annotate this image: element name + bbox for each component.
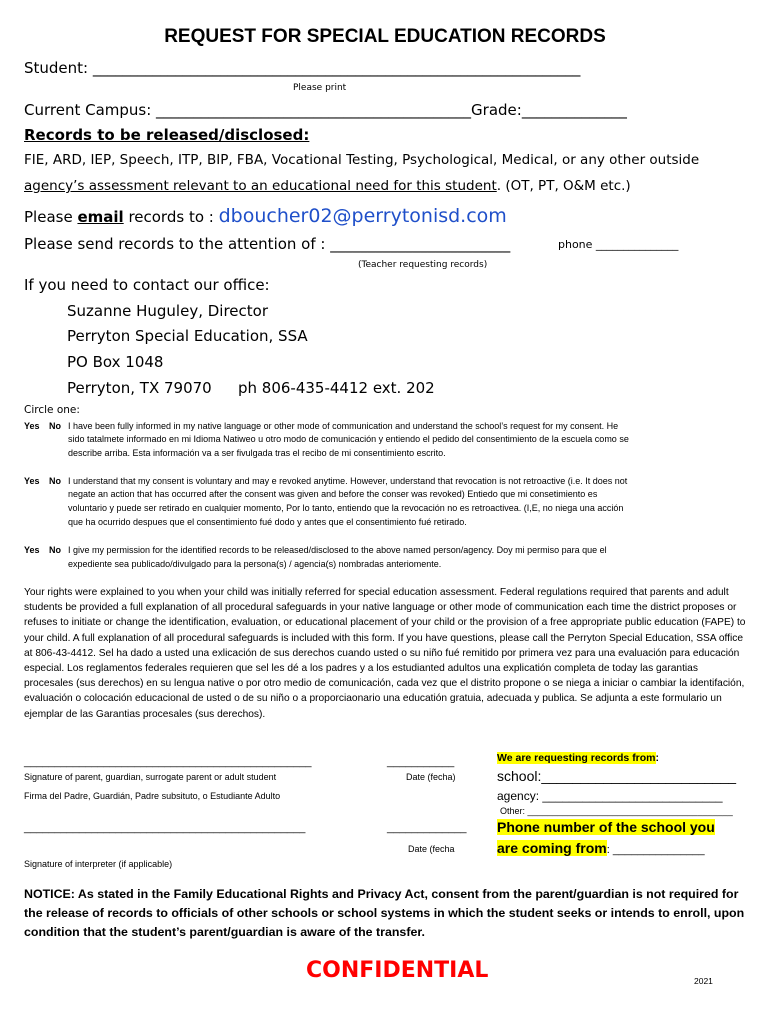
- teacher-note: (Teacher requesting records): [358, 260, 488, 270]
- consent-1-line-3: describe arriba. Esta información va a ser fivulgada tras el recibo de mi consentimiento escrito.: [68, 448, 446, 458]
- date-label-1: Date (fecha): [406, 772, 456, 782]
- consent-2-no[interactable]: No: [49, 476, 61, 486]
- consent-3-yes[interactable]: Yes: [24, 545, 40, 555]
- consent-1-yes[interactable]: Yes: [24, 421, 40, 431]
- email-mid: records to :: [123, 208, 219, 226]
- parent-date-line[interactable]: ___________: [387, 756, 455, 768]
- confidential-stamp: CONFIDENTIAL: [306, 958, 489, 983]
- consent-2-yes[interactable]: Yes: [24, 476, 40, 486]
- interpreter-signature-label: Signature of interpreter (if applicable): [24, 859, 173, 869]
- phone-school-field[interactable]: [497, 840, 705, 856]
- consent-3-no[interactable]: No: [49, 545, 61, 555]
- please-print-note: Please print: [293, 83, 347, 93]
- consent-1-line-1: I have been fully informed in my native language or other mode of communication and understand the school’s request for my consent. He: [68, 421, 619, 431]
- phone-school-highlight-2: are coming from: [497, 840, 607, 856]
- consent-1-line-2: sido tatalmete informado en mi Idioma Natiweo u otro modo de comunicación y entiendo el pedido del consentimiento de la escuela como se: [68, 434, 629, 444]
- rights-paragraph: Your rights were explained to you when your child was initially referred for special education assessment. Federal regulations required that parents and adult students be provided a full explanation of all procedural safeguards in your native language or other mode of communication each time the district proposes or refuses to initiate or change the identification, evaluation, or educational placement of your child or the provision of a free appropriate public education (FAPE) to your child. A full explanation of all procedural safeguards is included with this form. If you have questions, please call the Perryton Special Education, SSA office at 806-43-4412. Sel ha dado a usted una exlicación de sus derechos cuando usted o su niño fué remitido por primera vez para una evaluación para educación especial. Los reglamentos federales requieren que sel les dé a los padres y a los estudianted adultos una explicatión completa de today las garantias procesales (sus derechos) en su lengua native o por otro medio de comunicación, cada vez que el distrito propone o se niega a iniciar o cambiar la identifación, evaluación o colocación educacional de usted o de su niño o a proporciaonario una educatión gratuia, adecuada y publica. Se adjunta a este formulario un ejemplar de las Garantias procesales (sus derechos).: [24, 587, 746, 720]
- phone-field[interactable]: phone _______________: [558, 238, 679, 251]
- attention-field[interactable]: Please send records to the attention of : ________________________: [24, 235, 511, 253]
- records-relevance-text: agency’s assessment relevant to an educational need for this student: [24, 178, 497, 194]
- firma-label: Firma del Padre, Guardián, Padre subsituto, o Estudiante Adulto: [24, 791, 281, 801]
- contact-heading: If you need to contact our office:: [24, 276, 270, 294]
- consent-2-line-4: que ha ocurrido despues que el consentimiento fué dodo y antes que el consentimiento fué retirado.: [68, 517, 467, 527]
- requesting-records-label: [497, 752, 659, 764]
- student-field[interactable]: Student: _________________________________________________________________: [24, 59, 581, 77]
- interpreter-signature-line[interactable]: ______________________________________________: [24, 822, 306, 834]
- requesting-records-highlight: We are requesting records from: [497, 752, 656, 764]
- school-field[interactable]: school:_________________________: [497, 768, 737, 784]
- email-word: email: [77, 208, 124, 226]
- parent-signature-line[interactable]: _______________________________________________: [24, 756, 312, 768]
- consent-3-line-2: expediente sea publicado/divulgado para la persona(s) / agencia(s) nombradas anteriomente.: [68, 559, 442, 569]
- phone-school-blank[interactable]: : _______________: [606, 844, 705, 856]
- consent-3-line-1: I give my permission for the identified records to be released/disclosed to the above named person/agency. Doy mi permiso para que el: [68, 545, 607, 555]
- records-heading: Records to be released/disclosed:: [24, 126, 310, 144]
- contact-box: PO Box 1048: [67, 353, 164, 371]
- campus-grade-field[interactable]: Current Campus: __________________________________________Grade:______________: [24, 101, 627, 119]
- contact-name: Suzanne Huguley, Director: [67, 302, 268, 320]
- consent-2-line-1: I understand that my consent is voluntary and may e revoked anytime. However, understand that revocation is not retroactive (i.e. It does not: [68, 476, 628, 486]
- circle-one-label: Circle one:: [24, 404, 80, 416]
- form-year: 2021: [694, 976, 713, 986]
- records-list-line-2: [24, 178, 631, 194]
- contact-city: Perryton, TX 79070: [67, 379, 212, 397]
- other-field[interactable]: Other: _________________________________________: [500, 806, 733, 816]
- requesting-records-colon: :: [655, 752, 660, 764]
- phone-school-label-1: [497, 819, 715, 835]
- contact-phone: ph 806-435-4412 ext. 202: [238, 379, 435, 397]
- email-prefix: Please: [24, 208, 78, 226]
- agency-field[interactable]: agency: ___________________________: [497, 789, 723, 803]
- consent-2-line-2: negate an action that has occurred after the consent was given and before the conser was revoked) Entiedo que mi consetimiento es: [68, 489, 598, 499]
- records-examples-text: . (OT, PT, O&M etc.): [496, 178, 631, 194]
- email-line: [24, 205, 507, 227]
- consent-1-no[interactable]: No: [49, 421, 61, 431]
- parent-signature-label: Signature of parent, guardian, surrogate parent or adult student: [24, 772, 277, 782]
- contact-org: Perryton Special Education, SSA: [67, 327, 308, 345]
- email-address-link[interactable]: dboucher02@perrytonisd.com: [218, 205, 507, 227]
- interpreter-date-line[interactable]: _____________: [387, 822, 467, 834]
- page-title: REQUEST FOR SPECIAL EDUCATION RECORDS: [164, 26, 606, 47]
- records-list-line-1: FIE, ARD, IEP, Speech, ITP, BIP, FBA, Vocational Testing, Psychological, Medical, or any other outside: [24, 152, 700, 168]
- phone-school-highlight-1: Phone number of the school you: [497, 819, 715, 835]
- date-label-2: Date (fecha: [408, 844, 455, 854]
- consent-2-line-3: voluntario y puede ser retirado en cualquier momento, Por lo tanto, entiendo que la revocación no es retroactivea. (I,E, no niega una acción: [68, 503, 624, 513]
- ferpa-notice: NOTICE: As stated in the Family Educational Rights and Privacy Act, consent from the parent/guardian is not required for the release of records to officials of other schools or school systems in which the student seeks or intends to enroll, upon condition that the student’s parent/guardian is aware of the transfer.: [24, 887, 745, 939]
